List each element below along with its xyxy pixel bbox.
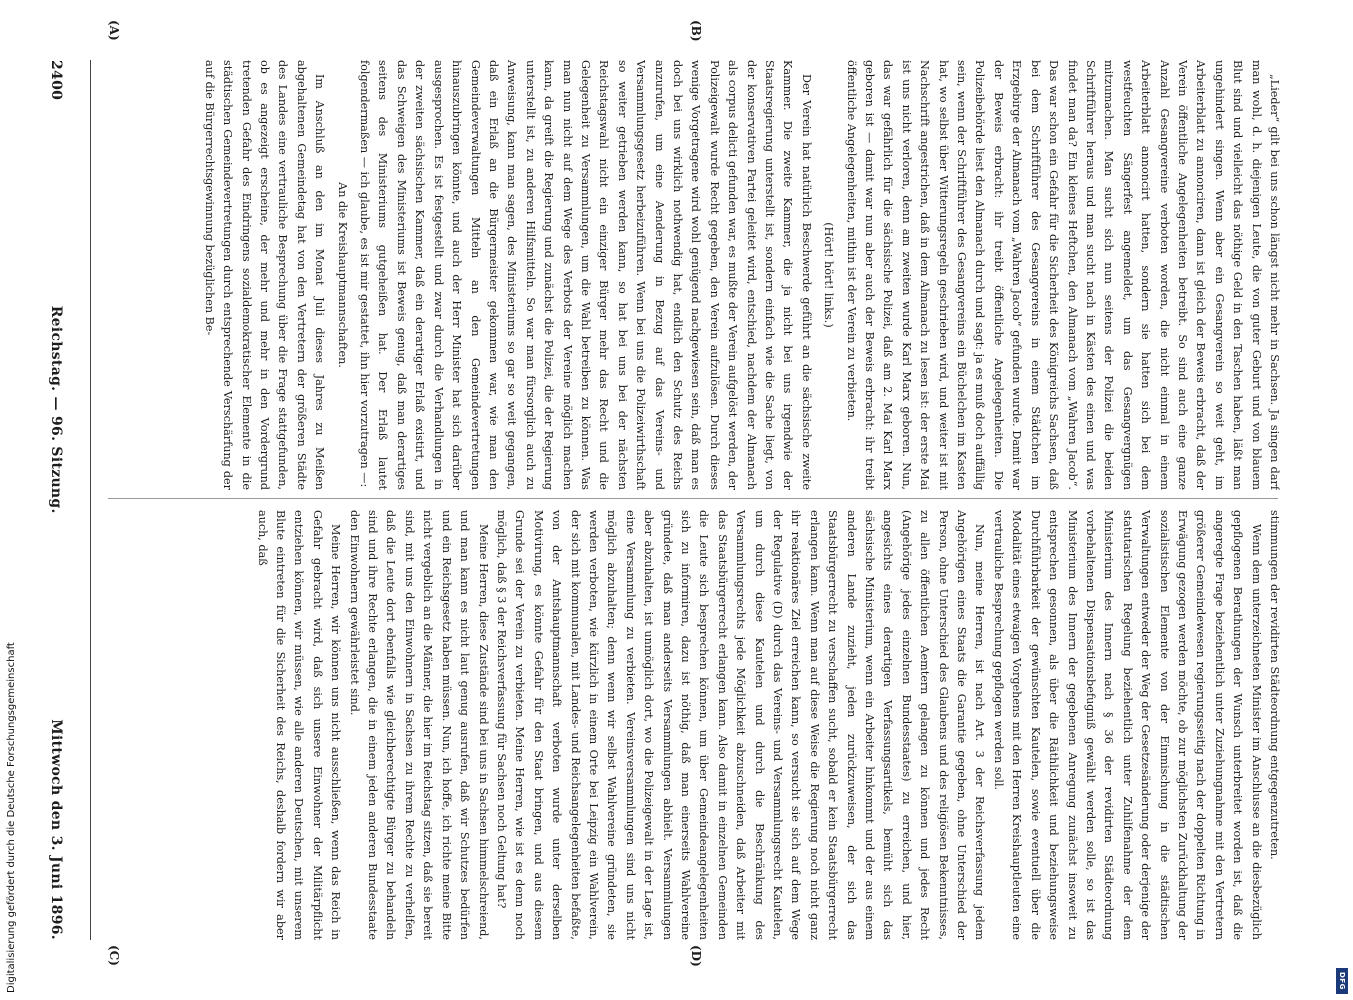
- page-number: 2400: [48, 60, 64, 101]
- right-column: [103, 510, 1283, 940]
- paragraph: stimmungen der revidirten Städteordnung entgegenzutreten.: [1268, 510, 1281, 860]
- header-rule: [90, 60, 91, 940]
- footer-credit: Digitalisierung gefördert durch die Deutsche Forschungsgemeinschaft: [6, 642, 17, 993]
- page-header: [42, 60, 64, 940]
- margin-marker-a: (A): [107, 20, 121, 41]
- paragraph: „Lieder“ gilt bei uns schon längst nicht mehr in Sachsen. Ja singen darf man wohl, d. h. diejenigen Leute, die von guter Geburt und von blauem Blut sind und vielleicht das nöthige Geld in den Taschen haben, läßt man ungehindert singen. Wenn aber ein Gesangverein so weit geht, im Arbeiterblatt zu annonciren, dann ist gleich der Beweis erbracht, daß der Verein öffentliche Angelegenheiten betreibt. So sind auch eine ganze Anzahl Gesangvereine verboten worden, die nicht einmal in einem Arbeiterblatt annoncirt hatten, sondern sie hatten sich bei dem westfeuchten Sängerfest angemeldet, um das Gesangvergnügen mitzumachen. Man sucht sich nun seitens der Polizei die beiden Schriftführer heraus und man sucht nach in Kästen des einen und was findet man da? Ein kleines Heftchen, den Almanach vom „Wahren Jacob“. Das war schon ein Gefahr für die Sicherheit des Königreichs Sachsen, daß bei dem Schriftführer des Gesangvereins in einem Städtchen im Erzgebirge der Almanach vom „Wahren Jacob“ gefunden wurde. Damit war der Beweis erbracht: ihr treibt öffentliche Angelegenheiten. Die Polizeibehörde liest den Almanach durch und sagt: ja es muß doch auffällig sein, wenn der Schriftführer des Gesangvereins ein Büchelchen im Kasten hat, wo selbst über Witterungsregeln geschrieben wird, und weiter ist mit Nachschrift angestrichen, daß in dem Almanach zu lesen ist: der erste Mai ist uns nicht verloren, denn am zweiten wurde Karl Marx geboren. Nun, das war gefährlich für die sächsische Polizei, daß am 2. Mai Karl Marx geboren ist — damit war nun aber auch der Beweis erbracht: ihr treibt öffentliche Angelegenheiten, mithin ist der Verein zu verbieten.: [844, 60, 1281, 490]
- paragraph: Der Verein hat natürlich Beschwerde geführt an die sächsische zweite Kammer. Die zweite Kammer, die ja nicht bei uns irgendwie der Staatsregierung unterstellt ist, sondern einfach wie die Sache liegt, von der konservativen Partei geleitet wird, entschied, nachdem der Almanach als corpus delicti gefunden war, es mußte der Verein aufgelöst werden, der Polizeigewalt wurde Recht gegeben, den Verein aufzulösen. Durch dieses wenige Vorgetragene wird wohl genügend nachgewiesen sein, daß man es doch bei uns wirklich nothwendig hat, endlich den Schutz des Reichs anzurufen, um eine Aenderung in Bezug auf das Vereins- und Versammlungsgesetz herbeizuführen. Wenn bei uns die Polizeiwirthschaft so weiter getrieben werden kann, so hat bei uns bei der nächsten Reichstagswahl nicht ein einziger Bürger mehr das Recht und die Gelegenheit zu Versammlungen, um die Wahl betreiben zu können. Was man nun nicht auf dem Wege des Verbots der Vereine möglich machen kann, da greift die Regierung und zunächst die Polizei, die der Regierung unterstellt ist, zu anderen Hilfsmitteln. So war man fürsorglich auch zu Anweisung, kann man sagen, des Ministeriums so gar so weit gegangen, daß ein Erlaß an die Bürgermeister gekommen war, wie man den Gemeindeverwaltungen Mitteln an den Gemeindevertretungen hinauszubringen könnte, und auch der Herr Minister hat sich darüber ausgesprochen. Es ist festgestellt und zwar durch die Verhandlungen in der zweiten sächsischen Kammer, daß ein derartiger Erlaß existirt, und das Schweigen des Ministeriums ist Beweis genug, daß man derartiges seitens des Ministeriums gutgeheißen hat. Der Erlaß lautet folgendermaßen — ich glaube, es ist mir gestattet, ihn hier vorzutragen —:: [358, 60, 813, 490]
- decree-text: Im Anschluß an den im Monat Juli dieses Jahres zu Meißen abgehaltenen Gemeindetag hat von den Vertretern der größeren Städte des Landes eine vertrauliche Besprechung über die Frage stattgefunden, ob es angezeigt erscheine, der mehr und mehr in den Vordergrund tretenden Gefahr des Eindringens sozialdemokratischer Elemente in die städtischen Gemeindevertretungen durch entsprechende Verschärfung der auf die Bürgerrechtsgewinnung bezüglichen Be-: [202, 60, 327, 490]
- margin-marker-b: (B): [689, 20, 703, 42]
- interjection: (Hört! hört! links.): [822, 222, 836, 328]
- paragraph: Meine Herren, diese Zustände sind bei uns in Sachsen himmelschreiend, und man kann es nicht laut genug ausrufen, daß wir Schutzes bedürfen und ein Reichsgesetz haben müssen. Nun, ich hoffe, ich richte meine Bitte nicht vergeblich an die Männer, die hier im Reichstag sitzen, daß sie bereit sind, mit uns den Einwohnern in Sachsen zu ihrem Rechte zu verhelfen, daß die Leute dort ebenfalls wie gleichberechtigte Bürger zu behandeln sind und ihre Rechte erlangen, die in einem jeden anderen Bundesstaate den Einwohnern gewährleistet sind.: [347, 510, 490, 940]
- margin-marker-d: (D): [689, 945, 703, 967]
- paragraph: Meine Herren, wir können uns nicht ausschließen, wenn das Reich in Gefahr gebracht wird, daß sich unsere Einwohner der Militärpflicht entziehen können, wir müssen, wie alle anderen Deutschen, mit unserem Blute eintreten für die Sicherheit des Reichs, deshalb fordern wir aber auch, daß: [255, 510, 343, 940]
- decree-heading: An die Kreishauptmannschaften.: [335, 182, 349, 368]
- left-column: [103, 60, 1283, 490]
- dfg-logo: DFG: [1336, 968, 1348, 994]
- paragraph: Nun, meine Herren, ist nach Art. 3 der Reichsverfassung jedem Angehörigen eines Staats die Garantie gegeben, ohne Unterschied der Person, ohne Unterschied des Glaubens und des religiösen Bekenntnisses, zu allen öffentlichen Aemtern gelangen zu können und jedes Recht (Angehörige jedes einzelnen Bundesstaates) zu erreichen, und hier, angesichts eines derartigen Verfassungsartikels, bemüht sich das sächsische Ministerium, wenn ein Arbeiter hinkommt und der aus einem anderen Lande zuzieht, jeden zurückzuweisen, der sich das Staatsbürgerrecht zu verschaffen sucht, sobald er kein Staatsbürgerrecht erlangen kann. Wenn man auf diese Weise die Regierung noch nicht ganz ihr reaktionäres Ziel erreichen kann, so versucht sie sich auf dem Wege der Regulative (D) durch das Vereins- und Versammlungsrecht Kautelen, um durch diese Kautelen und durch die Beschränkung des Versammlungsrechts jede Möglichkeit abzuschneiden, daß Arbeiter mit das Staatsbürgerrecht erlangen kann. Also damit in einzelnen Gemeinden die Leute sich besprechen können, um über Gemeindeangelegenheiten sich zu informiren, dazu ist nöthig, daß man einerseits Wahlvereine gründete, daß man anderseits Versammlungen abhielt. Versammlungen aber abzuhalten, ist unmöglich dort, wo die Polizeigewalt in der Lage ist, eine Versammlung zu verbieten. Vereinsversammlungen sind uns nicht möglich abzuhalten; denn wenn wir selbst Wahlvereine gründeten, sie werden verboten, wie kürzlich in einem Orte bei Leipzig ein Wahlverein, der sich mit kommunalen, mit Landes- und Reichsangelegenheiten befaßte, von der Amtshauptmannschaft verboten wurde unter derselben Motivirung, es könnte Gefahr für den Staat bringen, und aus diesem Grunde sei der Verein zu verbieten. Meine Herren, wie ist es denn noch möglich, daß § 3 der Reichsverfassung für Sachsen noch Geltung hat?: [494, 510, 987, 940]
- paragraph: Wenn dem unterzeichneten Minister im Anschlusse an die diesbezüglich gepflogenen Berathungen der Wunsch unterbreitet worden ist, daß die angeregte Frage beziehentlich unter Zuziehungnahme mit den Vertretern größerer Gemeindewesen regierungsseitig nach der doppelten Richtung in Erwägung gezogen werden möchte, ob zur möglichsten Zurückhaltung der sozialistischen Elemente von der Einmischung in die städtischen Verwaltungen entweder der Weg der Gesetzesänderung oder derjenige der statutarischen Regelung beziehentlich unter Zuhilfenahme der dem Ministerium des Innern nach § 36 der revidirten Städteordnung vorbehaltenen Dispensationsbefugniß gewählt werden solle, so ist das Ministerium des Innern der gegebenen Anregung zunächst insoweit zu entsprechen gesonnen, als über die Räthlichkeit und beziehungsweise Durchführbarkeit der gewünschten Kautelen, sowie eventuell über die Modalität eines etwaigen Vorgehens mit den Herren Kreishauptleuten eine vertrauliche Besprechung gepflogen werden soll.: [991, 510, 1263, 940]
- page-date: Mittwoch den 3. Juni 1896.: [48, 719, 64, 940]
- column-separator: [108, 498, 1278, 499]
- page-title: Reichstag. — 96. Sitzung.: [48, 305, 64, 514]
- margin-marker-c: (C): [107, 945, 121, 966]
